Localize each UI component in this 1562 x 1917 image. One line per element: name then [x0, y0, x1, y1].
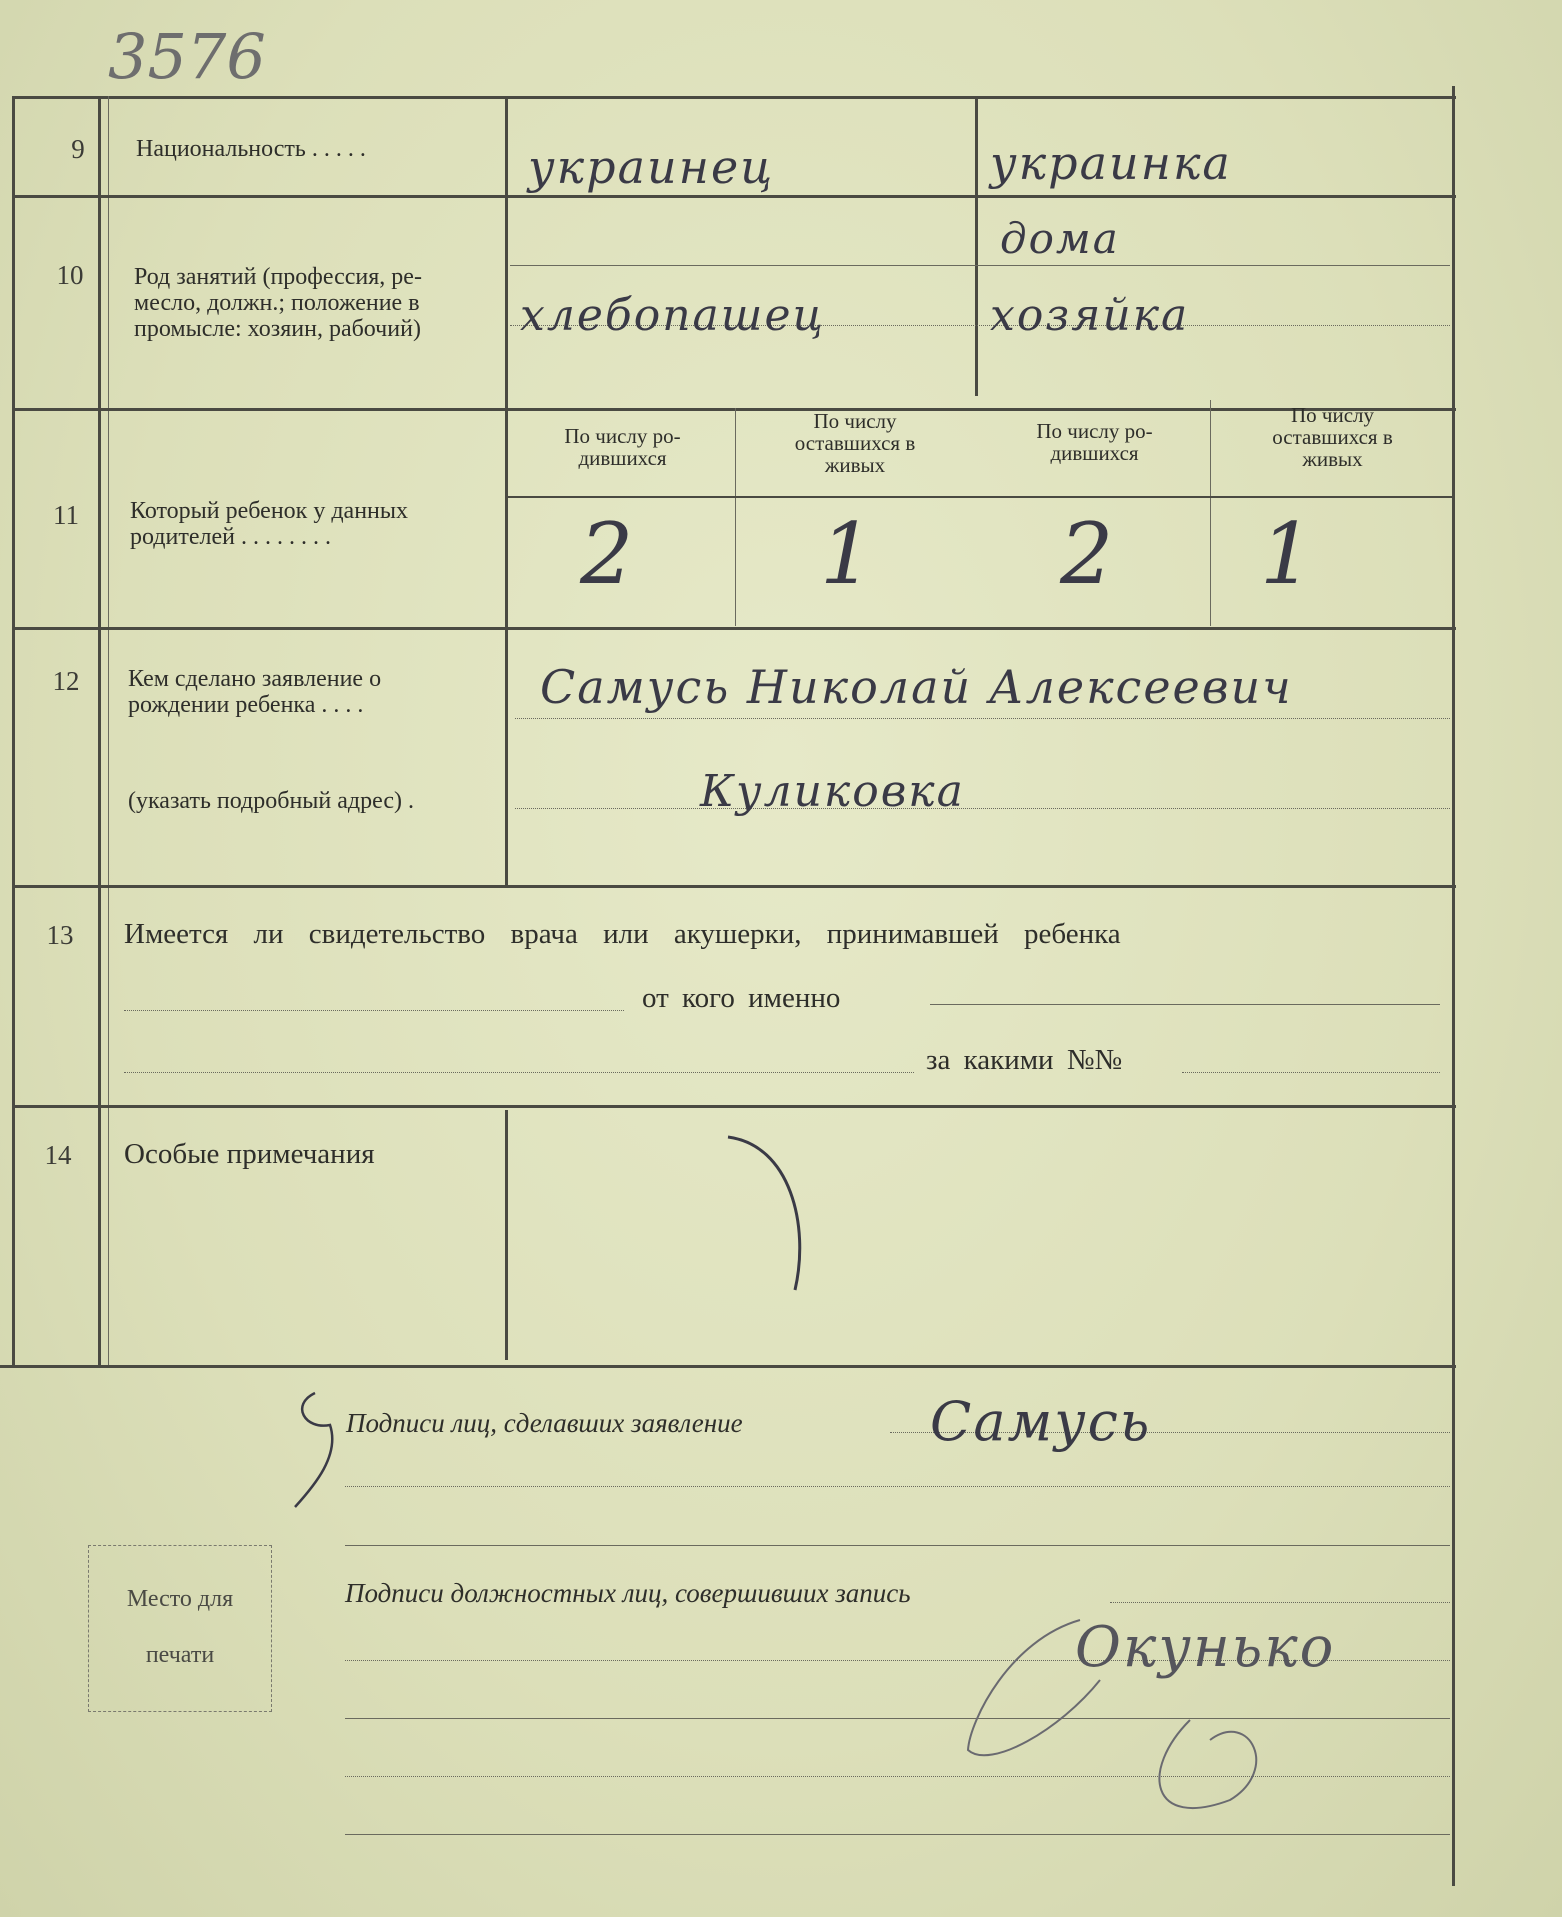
field-rule	[515, 718, 1450, 719]
signature-rule	[345, 1545, 1450, 1546]
header-line: По числу ро-	[564, 424, 681, 448]
signature-hook	[285, 1385, 365, 1515]
subcolumn-rule	[1210, 400, 1211, 626]
stamp-label-line2: печати	[145, 1642, 215, 1668]
subheader-alive-father	[740, 410, 970, 476]
row-label-address: (указать подробный адрес) .	[128, 788, 415, 814]
row-separator-14	[0, 1365, 1456, 1368]
official-signature: Окунько	[1075, 1615, 1336, 1680]
value-alive-mother: 1	[1260, 505, 1316, 603]
table-right-border	[1452, 86, 1455, 1886]
field-rule	[124, 1072, 914, 1073]
occupation-mother-line1: дома	[1000, 214, 1120, 263]
applicant-signature: Самусь	[930, 1390, 1152, 1453]
label-column-rule-row14	[505, 1110, 508, 1360]
label-from-whom: от кого именно	[642, 982, 841, 1014]
father-mother-rule	[975, 96, 978, 396]
value-born-mother: 2	[1060, 505, 1116, 603]
label-line: промысле: хозяин, рабочий)	[134, 316, 421, 342]
row-separator-12	[12, 885, 1456, 888]
dash-mark	[700, 1125, 820, 1295]
archive-number: 3576	[108, 20, 266, 93]
nationality-father: украинец	[528, 140, 775, 194]
label-line: родителей . . . . . . . .	[130, 524, 331, 550]
row-number: 11	[53, 500, 79, 530]
signature-rule	[345, 1486, 1450, 1487]
subcolumn-rule	[735, 408, 736, 626]
label-line: месло, должн.; положение в	[134, 290, 420, 316]
header-line: По числу	[1290, 403, 1374, 427]
header-line: оставшихся в	[1272, 425, 1393, 449]
label-line: Который ребенок у данных	[130, 498, 409, 524]
header-line: По числу ро-	[1036, 419, 1153, 443]
header-line: дившихся	[1050, 441, 1139, 465]
table-top-border	[12, 96, 1456, 99]
label-applicants-signatures: Подписи лиц, сделавших заявление	[346, 1408, 743, 1438]
nationality-mother: украинка	[990, 136, 1232, 190]
header-line: дившихся	[578, 446, 667, 470]
row-number: 14	[44, 1140, 72, 1170]
header-line: По числу	[813, 409, 897, 433]
subheader-alive-mother	[1215, 404, 1450, 470]
stamp-label-line1: Место для	[126, 1586, 234, 1612]
row-number: 13	[46, 920, 74, 950]
subheader-born-father	[515, 425, 730, 469]
subheader-rule	[508, 496, 1453, 498]
row-separator-11	[12, 627, 1456, 630]
row-number: 12	[52, 666, 80, 696]
field-rule	[124, 1010, 624, 1011]
field-rule	[930, 1004, 1440, 1005]
row-label-certificate: Имеется ли свидетельство врача или акушерки, принимавшей ребенка	[124, 918, 1121, 950]
declarant-name: Самусь Николай Алексеевич	[540, 660, 1293, 714]
label-line: рождении ребенка . . . .	[128, 692, 364, 718]
field-rule	[515, 808, 1450, 809]
label-line: Род занятий (профессия, ре-	[134, 264, 422, 290]
stamp-place	[88, 1545, 272, 1712]
number-column-rule-inner	[108, 96, 109, 1368]
value-alive-father: 1	[820, 505, 876, 603]
row-label-declarant	[128, 666, 498, 718]
label-by-numbers: за какими №№	[926, 1044, 1123, 1076]
row-number: 9	[71, 134, 85, 164]
header-line: живых	[824, 453, 886, 477]
occupation-mother-line2: хозяйка	[990, 290, 1190, 341]
label-column-rule	[505, 96, 508, 886]
declarant-address: Куликовка	[700, 766, 965, 817]
field-rule	[1182, 1072, 1440, 1073]
field-rule	[510, 265, 1450, 266]
row-number: 10	[56, 260, 84, 290]
occupation-father: хлебопашец	[520, 290, 826, 341]
label-line: Кем сделано заявление о	[128, 666, 382, 692]
value-born-father: 2	[580, 505, 636, 603]
signature-flourish	[950, 1600, 1330, 1840]
row-label-occupation	[134, 264, 494, 342]
table-left-border	[12, 96, 15, 1368]
header-line: живых	[1302, 447, 1363, 471]
row-label-special-notes: Особые примечания	[124, 1138, 375, 1170]
header-line: оставшихся в	[794, 431, 916, 455]
row-label-child-order	[130, 498, 500, 550]
label-officials-signatures: Подписи должностных лиц, совершивших запись	[345, 1578, 911, 1608]
row-label-nationality: Национальность . . . . .	[136, 136, 366, 162]
row-separator-13	[12, 1105, 1456, 1108]
subheader-born-mother	[982, 420, 1207, 464]
row-separator-9	[12, 195, 1456, 198]
